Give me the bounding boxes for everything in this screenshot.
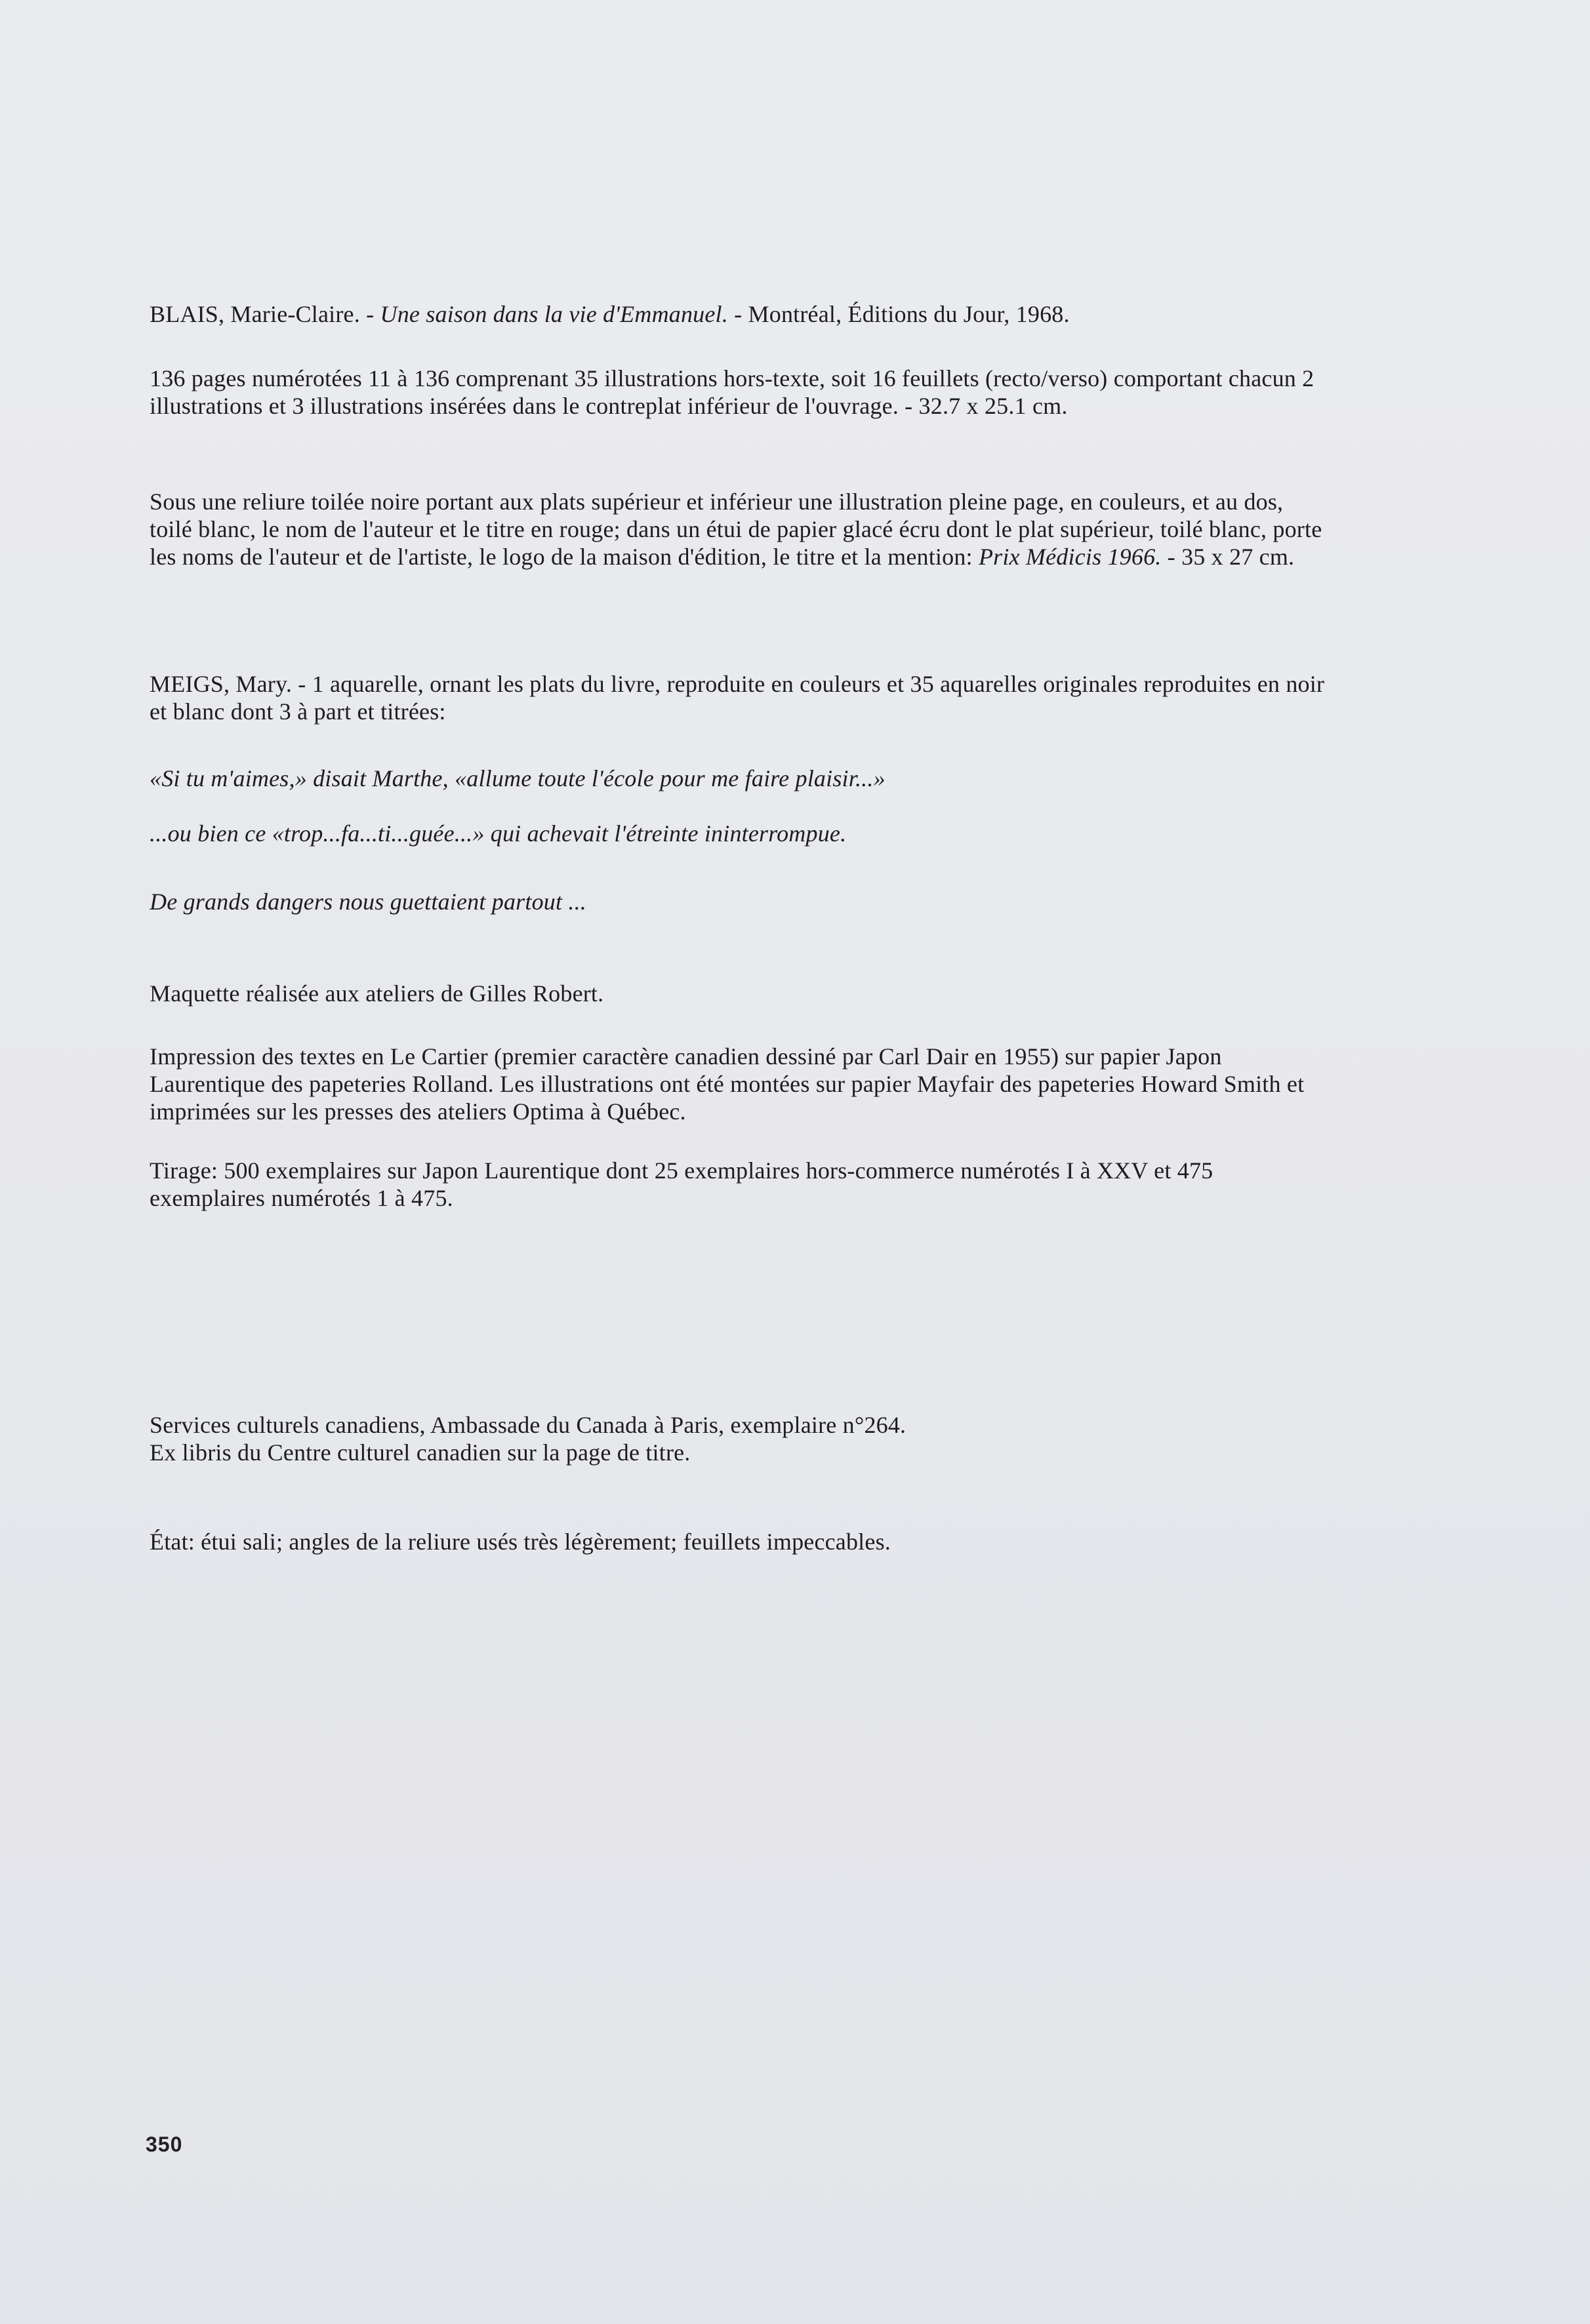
physical-description: 136 pages numérotées 11 à 136 comprenant 35 illustrations hors-texte, soit 16 feuillets (recto/verso) comportant chacun 2 illustrations et 3 illustrations insérées dans le contreplat inférieur de l'ouvrage. - 32.7 x 25.1 cm.	[150, 365, 1315, 419]
illustration-title-2: ...ou bien ce «trop...fa...ti...guée...» qui achevait l'étreinte ininterrompue.	[150, 820, 847, 847]
print-run-note: Tirage: 500 exemplaires sur Japon Laurentique dont 25 exemplaires hors-commerce numérotés I à XXV et 475 exemplaires numérotés 1 à 475.	[150, 1157, 1213, 1211]
binding-description: Sous une reliure toilée noire portant aux plats supérieur et inférieur une illustration pleine page, en couleurs, et au dos, toilé blanc, le nom de l'auteur et le titre en rouge; dans un étui de papier glacé écru dont le plat supérieur, toilé blanc, porte les noms de l'auteur et de l'artiste, le logo de la maison d'édition, le titre et la mention: Prix Médicis 1966. - 35 x 27 cm.	[150, 489, 1322, 570]
provenance-note: Services culturels canadiens, Ambassade du Canada à Paris, exemplaire n°264. Ex libris du Centre culturel canadien sur la page de titre.	[150, 1412, 907, 1466]
entry-heading	[150, 300, 1330, 328]
illustration-title-3: De grands dangers nous guettaient partout ...	[150, 889, 586, 915]
prize-mention: Prix Médicis 1966.	[978, 544, 1162, 570]
publisher-info: - Montréal, Éditions du Jour, 1968.	[727, 301, 1070, 327]
illustration-title-1: «Si tu m'aimes,» disait Marthe, «allume toute l'école pour me faire plaisir...»	[150, 765, 886, 791]
page-number: 350	[146, 2133, 183, 2156]
printing-note: Impression des textes en Le Cartier (premier caractère canadien dessiné par Carl Dair en 1955) sur papier Japon Laurentique des papeteries Rolland. Les illustrations ont été montées sur papier Mayfair des papeteries Howard Smith et imprimées sur les presses des ateliers Optima à Québec.	[150, 1043, 1305, 1125]
author-name: BLAIS, Marie-Claire. -	[150, 301, 380, 327]
maquette-note: Maquette réalisée aux ateliers de Gilles Robert.	[150, 980, 604, 1007]
condition-note: État: étui sali; angles de la reliure usés très légèrement; feuillets impeccables.	[150, 1529, 891, 1555]
illustrator-entry: MEIGS, Mary. - 1 aquarelle, ornant les plats du livre, reproduite en couleurs et 35 aquarelles originales reproduites en noir et blanc dont 3 à part et titrées:	[150, 671, 1325, 725]
book-title: Une saison dans la vie d'Emmanuel.	[380, 301, 728, 327]
